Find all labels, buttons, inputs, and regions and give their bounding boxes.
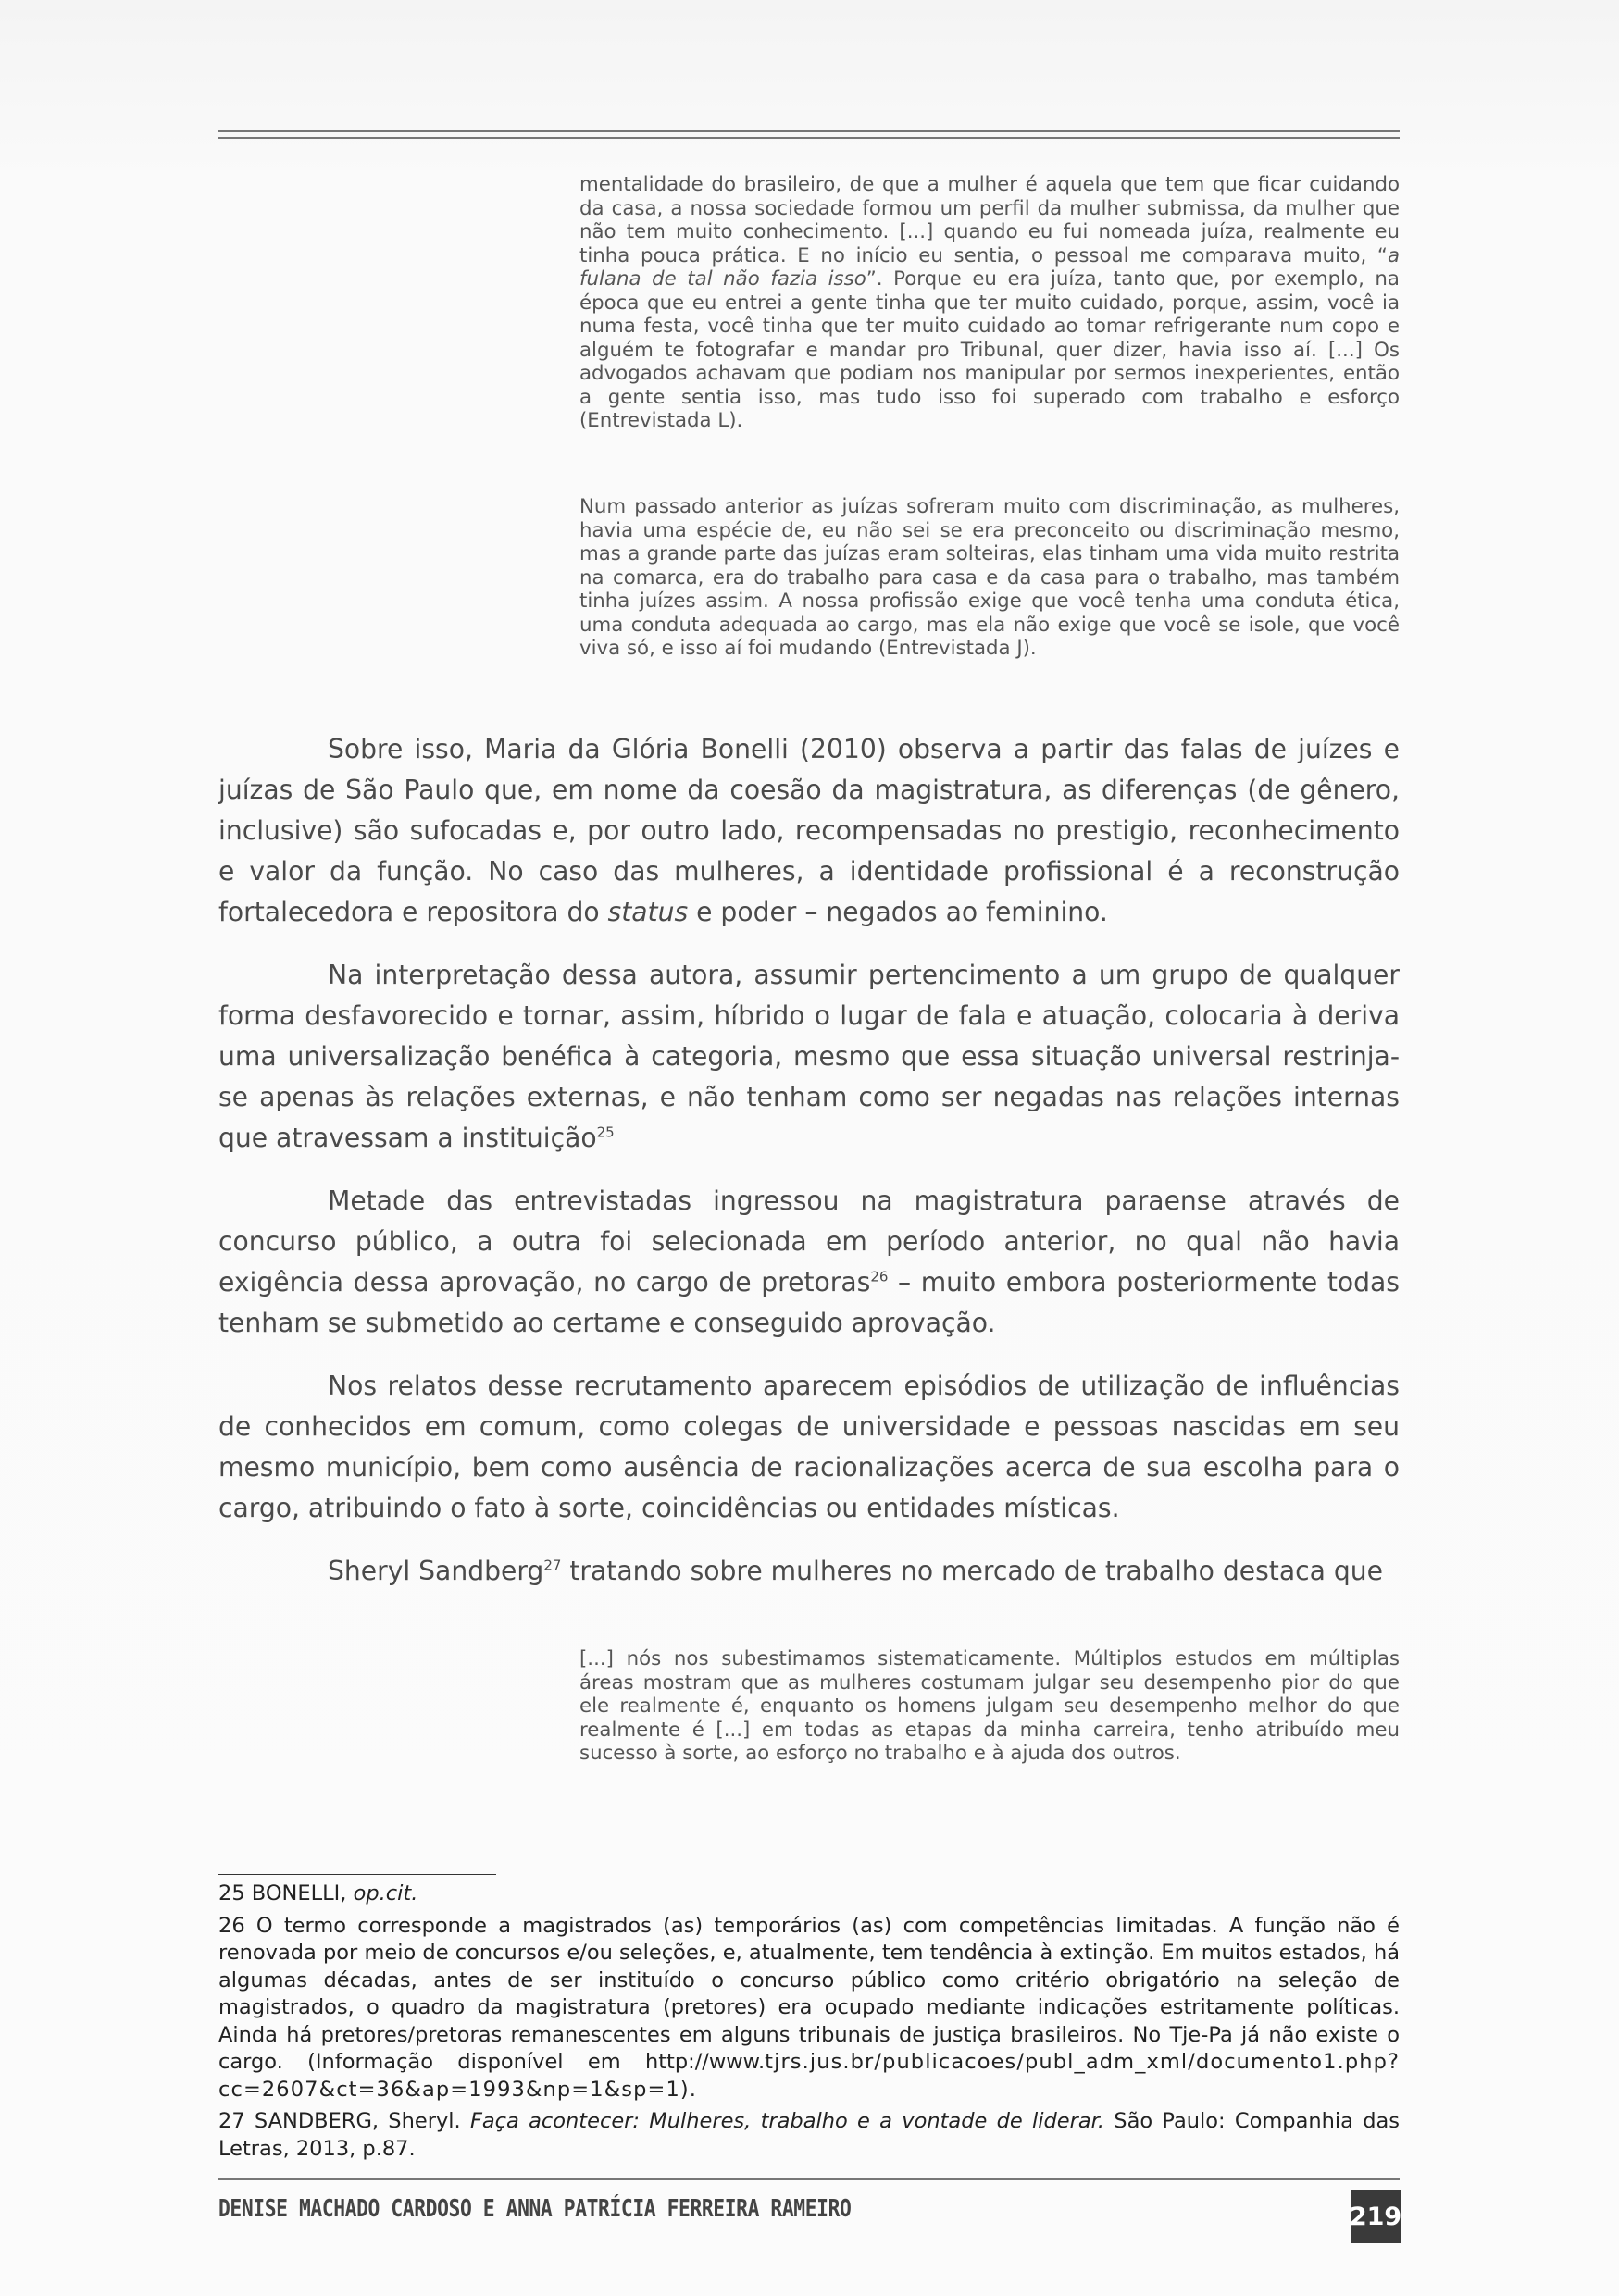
footnote-25 [218,1880,1400,1908]
fn25-text: 25 BONELLI, [218,1881,354,1905]
p2-text: Na interpretação dessa autora, assumir pertencimento a um grupo de qualquer forma desfavorecido e tornar, assim, híbrido o lugar de fala e atuação, colocaria à deriva uma universalização benéfica à categoria, mesmo que essa situação universal restrinja-se apenas às relações externas, e não tenham como ser negadas nas relações internas que atravessam a instituição [218,960,1400,1153]
p3-text-a: Metade das entrevistadas ingressou na magistratura paraense através de concurso público, a outra foi selecionada em período anterior, no qual não havia exigência dessa aprovação, no cargo de pretoras [218,1185,1400,1297]
quote1-text-b: ”. Porque eu era juíza, tanto que, por exemplo, na época que eu entrei a gente tinha que ter muito cuidado, porque, assim, você ia numa festa, você tinha que ter muito cuidado ao tomar refrigerante num copo e alguém te fotografar e mandar pro Tribunal, quer dizer, havia isso aí. [...] Os advogados achavam que podiam nos manipular por sermos inexperientes, então a gente sentia isso, mas tudo isso foi superado com trabalho e esforço (Entrevistada L). [579,267,1400,432]
quote1-italic: a fulana de tal não fazia isso [579,243,1400,291]
p1-text-b: e poder – negados ao feminino. [688,897,1108,927]
p4-text: Nos relatos desse recrutamento aparecem episódios de utilização de influências de conhecidos em comum, como colegas de universidade e pessoas nascidas em seu mesmo município, bem como ausência de racionalizações acerca de sua escolha para o cargo, atribuindo o fato à sorte, coincidências ou entidades místicas. [218,1371,1400,1523]
body-paragraph-5 [218,1551,1400,1592]
p5-text-a: Sheryl Sandberg [328,1556,544,1586]
quote3-text: [...] nós nos subestimamos sistematicamente. Múltiplos estudos em múltiplas áreas mostram que as mulheres costumam julgar seu desempenho pior do que ele realmente é, enquanto os homens julgam seu desempenho melhor do que realmente é [...] em todas as etapas da minha carreira, tenho atribuído meu sucesso à sorte, ao esforço no trabalho e à ajuda dos outros. [579,1647,1400,1765]
quote2-text: Num passado anterior as juízas sofreram muito com discriminação, as mulheres, havia uma espécie de, eu não sei se era preconceito ou discriminação mesmo, mas a grande parte das juízas eram solteiras, elas tinham uma vida muito restrita na comarca, era do trabalho para casa e da casa para o trabalho, mas também tinha juízes assim. A nossa profissão exige que você tenha uma conduta ética, uma conduta adequada ao cargo, mas ela não exige que você se isole, que você viva só, e isso aí foi mudando (Entrevistada J). [579,495,1400,660]
footnote-ref-27[interactable]: 27 [543,1557,562,1574]
body-paragraph-3 [218,1181,1400,1344]
header-rule-bottom [218,137,1400,139]
fn27-italic: Faça acontecer: Mulheres, trabalho e a vontade de liderar. [469,2109,1105,2133]
footnote-ref-25[interactable]: 25 [596,1123,615,1141]
footnotes [218,1880,1400,2167]
body-paragraph-1 [218,729,1400,933]
body-text [218,729,1400,1614]
p1-italic: status [607,897,689,927]
p5-text-b: tratando sobre mulheres no mercado de trabalho destaca que [561,1556,1383,1586]
footnote-27 [218,2108,1400,2163]
fn26-url-link[interactable]: tjrs.jus.br/publicacoes/publ_adm_xml/documento1.php?cc=2607&ct=36&ap=1993&np=1&sp=1). [218,2050,1400,2102]
p3-text-b: – muito embora posteriormente todas tenham se submetido ao certame e conseguido aprovação. [218,1267,1400,1338]
fn27-text-b: São Paulo: Companhia das Letras, 2013, p.87. [218,2109,1400,2161]
block-quote-sandberg [579,1647,1400,1766]
fn25-italic: op.cit. [353,1881,418,1905]
fn26-text: 26 O termo corresponde a magistrados (as) temporários (as) com competências limitadas. A função não é renovada por meio de concursos e/ou seleções, e, atualmente, tem tendência à extinção. Em muitos estados, há algumas décadas, antes de ser instituído o concurso público como critério obrigatório na seleção de magistrados, o quadro da magistratura (pretores) era ocupado mediante indicações estritamente políticas. Ainda há pretores/pretoras remanescentes em alguns tribunais de justiça brasileiros. No Tje-Pa já não existe o cargo. (Informação disponível em http://www. [218,1913,1400,2074]
p1-text-a: Sobre isso, Maria da Glória Bonelli (2010) observa a partir das falas de juízes e juízas de São Paulo que, em nome da coesão da magistratura, as diferenças (de gênero, inclusive) são sufocadas e, por outro lado, recompensadas no prestigio, reconhecimento e valor da função. No caso das mulheres, a identidade profissional é a reconstrução fortalecedora e repositora do [218,734,1400,927]
block-quote-entrevistada-j [579,495,1400,661]
footer-authors: DENISE MACHADO CARDOSO E ANNA PATRÍCIA FERREIRA RAMEIRO [218,2195,852,2223]
footer-rule [218,2178,1400,2180]
footnote-26 [218,1913,1400,2104]
fn27-text-a: 27 SANDBERG, Sheryl. [218,2109,470,2133]
body-paragraph-4 [218,1366,1400,1529]
header-rule-top [218,130,1400,132]
footnote-ref-26[interactable]: 26 [870,1268,889,1285]
page-number: 219 [1349,2202,1402,2231]
block-quote-entrevistada-l [579,173,1400,433]
footnote-separator [218,1874,496,1875]
page-number-badge [1351,2190,1401,2243]
body-paragraph-2 [218,955,1400,1159]
quote1-text-a: mentalidade do brasileiro, de que a mulher é aquela que tem que ficar cuidando da casa, a nossa sociedade formou um perfil da mulher submissa, da mulher que não tem muito conhecimento. [...] quando eu fui nomeada juíza, realmente eu tinha pouca prática. E no início eu sentia, o pessoal me comparava muito, “ [579,173,1400,267]
